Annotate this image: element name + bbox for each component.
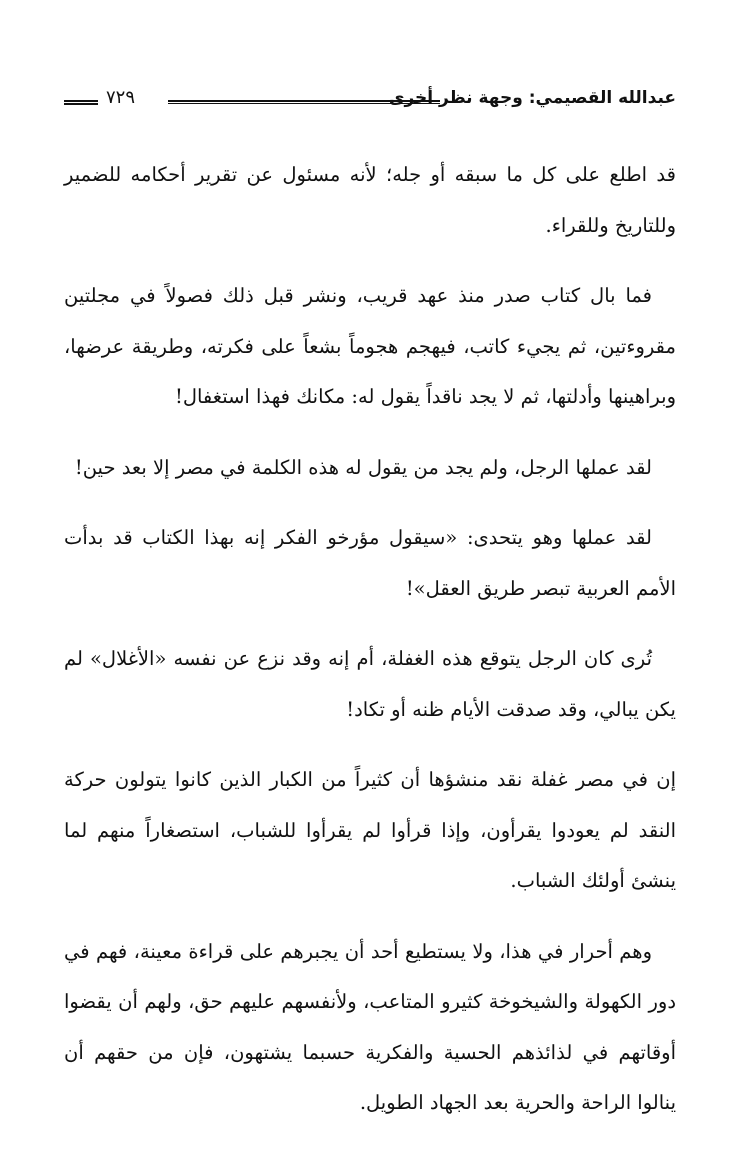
header-double-rule-left [64, 100, 98, 105]
paragraph: إن في مصر غفلة نقد منشؤها أن كثيراً من الكبار الذين كانوا يتولون حركة النقد لم يعودوا يقرأون، وإذا قرأوا لم يقرأوا للشباب، استصغاراً منهم لما ينشئ أولئك الشباب. [64, 768, 676, 892]
running-header [64, 86, 676, 116]
body-text [64, 150, 676, 1149]
paragraph: لقد عملها الرجل، ولم يجد من يقول له هذه الكلمة في مصر إلا بعد حين! [74, 455, 652, 479]
header-title: عبدالله القصيمي: وجهة نظر أخرى [388, 88, 676, 108]
paragraph: فما بال كتاب صدر منذ عهد قريب، ونشر قبل ذلك فصولاً في مجلتين مقروءتين، ثم يجيء كاتب، فيهجم هجوماً بشعاً على فكرته، وطريقة عرضها، وبراهينها وأدلتها، ثم لا يجد ناقداً يقول له: مكانك فهذا استغفال! [64, 284, 676, 408]
paragraph: قد اطلع على كل ما سبقه أو جله؛ لأنه مسئول عن تقرير أحكامه للضمير وللتاريخ وللقراء. [64, 163, 676, 237]
paragraph: لقد عملها وهو يتحدى: «سيقول مؤرخو الفكر إنه بهذا الكتاب قد بدأت الأمم العربية تبصر طريق العقل»! [64, 526, 676, 600]
page-number: ٧٢٩ [106, 87, 136, 108]
paragraph: وهم أحرار في هذا، ولا يستطيع أحد أن يجبرهم على قراءة معينة، فهم في دور الكهولة والشيخوخة كثيرو المتاعب، ولأنفسهم عليهم حق، ولهم أن يقضوا أوقاتهم في لذائذهم الحسية والفكرية حسبما يشتهون، فإن من حقهم أن ينالوا الراحة والحرية بعد الجهاد الطويل. [64, 939, 676, 1114]
paragraph: تُرى كان الرجل يتوقع هذه الغفلة، أم إنه وقد نزع عن نفسه «الأغلال» لم يكن يبالي، وقد صدقت الأيام ظنه أو تكاد! [64, 647, 676, 721]
